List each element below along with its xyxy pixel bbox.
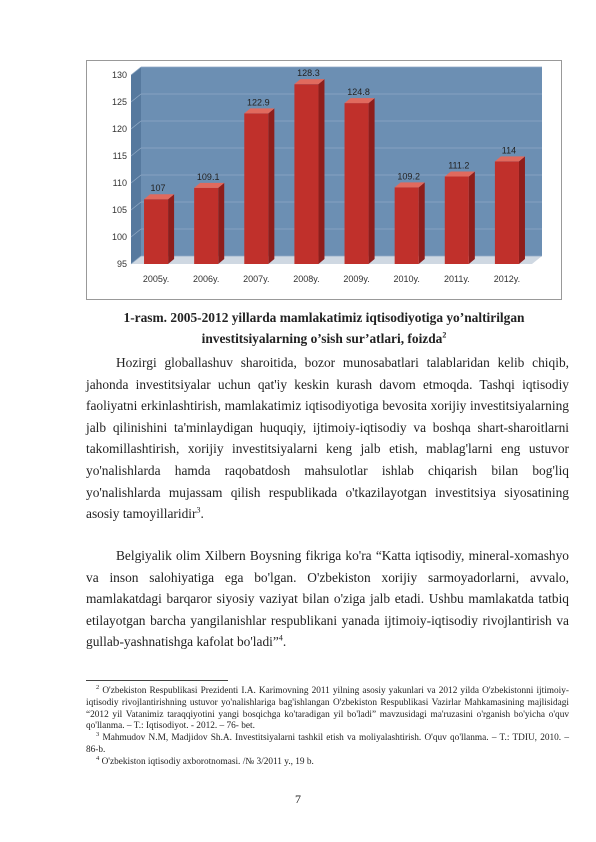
paragraph-1-text: Hozirgi globallashuv sharoitida, bozor munosabatlari talablaridan kelib chiqib, jahonda investitsiyalar uchun qat'iy keskin kurash davom etmoqda. Tashqi iqtisodiy faoliyatni erkinlashtirish, mamlakatimiz iqtisodiyotiga bevosita xorijiy investitsiyalarning jalb qilinishini ta'minlaydigan huquqiy, ijtimoiy-iqtisodiy va boshqa shart-sharoitlarni takomillashtirish, xorijiy investitsiyalarni keng jalb etish, mablag'larni eng ustuvor yo'nalishlarda hamda raqobatdosh mahsulotlar ishlab chiqarish bilan bog'liq yo'nalishlarda mujassam qilish respublikada o'tkazilayotgan investitsiya siyosatining asosiy tamoyillaridir (86, 355, 569, 522)
x-tick-label: 2008y. (293, 274, 320, 284)
paragraph-2-end: . (282, 634, 287, 650)
y-tick-label: 95 (116, 259, 127, 269)
investment-growth-chart (87, 61, 561, 299)
y-tick-label: 110 (112, 178, 127, 188)
y-tick-label: 125 (111, 97, 127, 107)
footnote-3 (86, 733, 569, 757)
data-label: 107 (150, 183, 166, 194)
bar (144, 194, 174, 264)
bar (194, 183, 224, 264)
footnotes (86, 683, 569, 769)
x-tick-label: 2011y. (443, 274, 470, 284)
footnote-2-mark: 2 (96, 683, 100, 691)
caption-line-2-text: investitsiyalarning o’sish sur’atlari, foizda (201, 331, 443, 346)
data-label: 122.9 (247, 97, 270, 108)
page-number: 7 (295, 792, 301, 806)
paragraph-1-end: . (200, 506, 204, 522)
footnote-3-text: Mahmudov N.M, Madjidov Sh.A. Investitsiyalarni tashkil etish va moliyalashtirish. O'quv qo'llanma. – T.: TDIU, 2010. – 86-b. (86, 733, 569, 755)
y-tick-label: 105 (111, 205, 127, 215)
footnote-4-text: O'zbekiston iqtisodiy axborotnomasi. /№ 3/2011 y., 19 b. (99, 756, 314, 767)
x-tick-label: 2010y. (393, 274, 420, 284)
footnote-2 (86, 683, 569, 733)
caption-line-1: 1-rasm. 2005-2012 yillarda mamlakatimiz iqtisodiyotiga yo’naltirilgan (123, 310, 525, 325)
y-tick-label: 115 (112, 151, 127, 161)
footnote-3-mark: 3 (96, 731, 100, 739)
paragraph-1-footnote-mark: 3 (196, 505, 201, 515)
caption-footnote-mark: 2 (442, 330, 447, 340)
data-label: 114 (501, 145, 517, 156)
data-label: 111.2 (448, 160, 470, 171)
paragraph-2-text: Belgiyalik olim Xilbern Boysning fikriga ko'ra “Katta iqtisodiy, mineral-xomashyo va inson salohiyatiga ega bo'lgan. O'zbekiston xorijiy sarmoyadorlarni, avvalo, mamlakatdagi barqaror siyosiy vaziyat bilan o'ziga jalb etadi. Ushbu mamlakatda tatbiq etilayotgan barcha yangilanishlar respublikani yanada ijtimoiy-iqtisodiy rivojlantirish va gullab-yashnatishga kafolat bo'ladi” (86, 548, 569, 650)
x-tick-label: 2009y. (343, 274, 370, 284)
x-tick-label: 2012y. (493, 274, 521, 284)
footnote-4 (86, 754, 569, 769)
bar (345, 98, 375, 264)
data-label: 109.1 (196, 171, 220, 182)
y-tick-label: 100 (111, 232, 127, 242)
x-tick-label: 2006y. (193, 274, 220, 284)
bar (294, 79, 324, 264)
footnote-2-text: O'zbekiston Respublikasi Prezidenti I.A. Karimovning 2011 yilning asosiy yakunlari va 2012 yilda O'zbekistonni ijtimoiy-iqtisodiy rivojlantirishning ustuvor yo'nalishlariga bag'ishlangan O'zbekiston Respublikasi Vazirlar Mahkamasining majlisidagi “2012 yil Vatanimiz taraqqiyotini yangi bosqichga ko'taradigan yil bo'ladi” mavzusidagi ma'ruzasini o'rganish bo'yicha o'quv qo'llanma. – T.: Iqtisodiyot. - 2012. – 76- bet. (86, 686, 569, 732)
bar (445, 172, 475, 264)
footnote-separator (86, 680, 228, 681)
footnote-4-mark: 4 (96, 754, 100, 762)
paragraph-1 (86, 352, 569, 525)
y-tick-label: 130 (111, 70, 127, 80)
chart-figure (86, 60, 562, 300)
x-tick-label: 2007y. (243, 274, 270, 284)
bar (395, 182, 425, 264)
bar (495, 156, 525, 264)
bar (244, 108, 274, 264)
data-label: 128.3 (297, 68, 320, 79)
caption-line-2 (86, 328, 562, 349)
chart-floor (131, 256, 542, 264)
data-label: 109.2 (397, 171, 420, 182)
y-tick-label: 120 (111, 124, 127, 134)
paragraph-2-footnote-mark: 4 (278, 633, 283, 643)
paragraph-2 (86, 545, 569, 653)
chart-side-wall (131, 67, 141, 264)
figure-caption (86, 307, 562, 349)
x-tick-label: 2005y. (142, 274, 170, 284)
data-label: 124.8 (347, 87, 370, 98)
